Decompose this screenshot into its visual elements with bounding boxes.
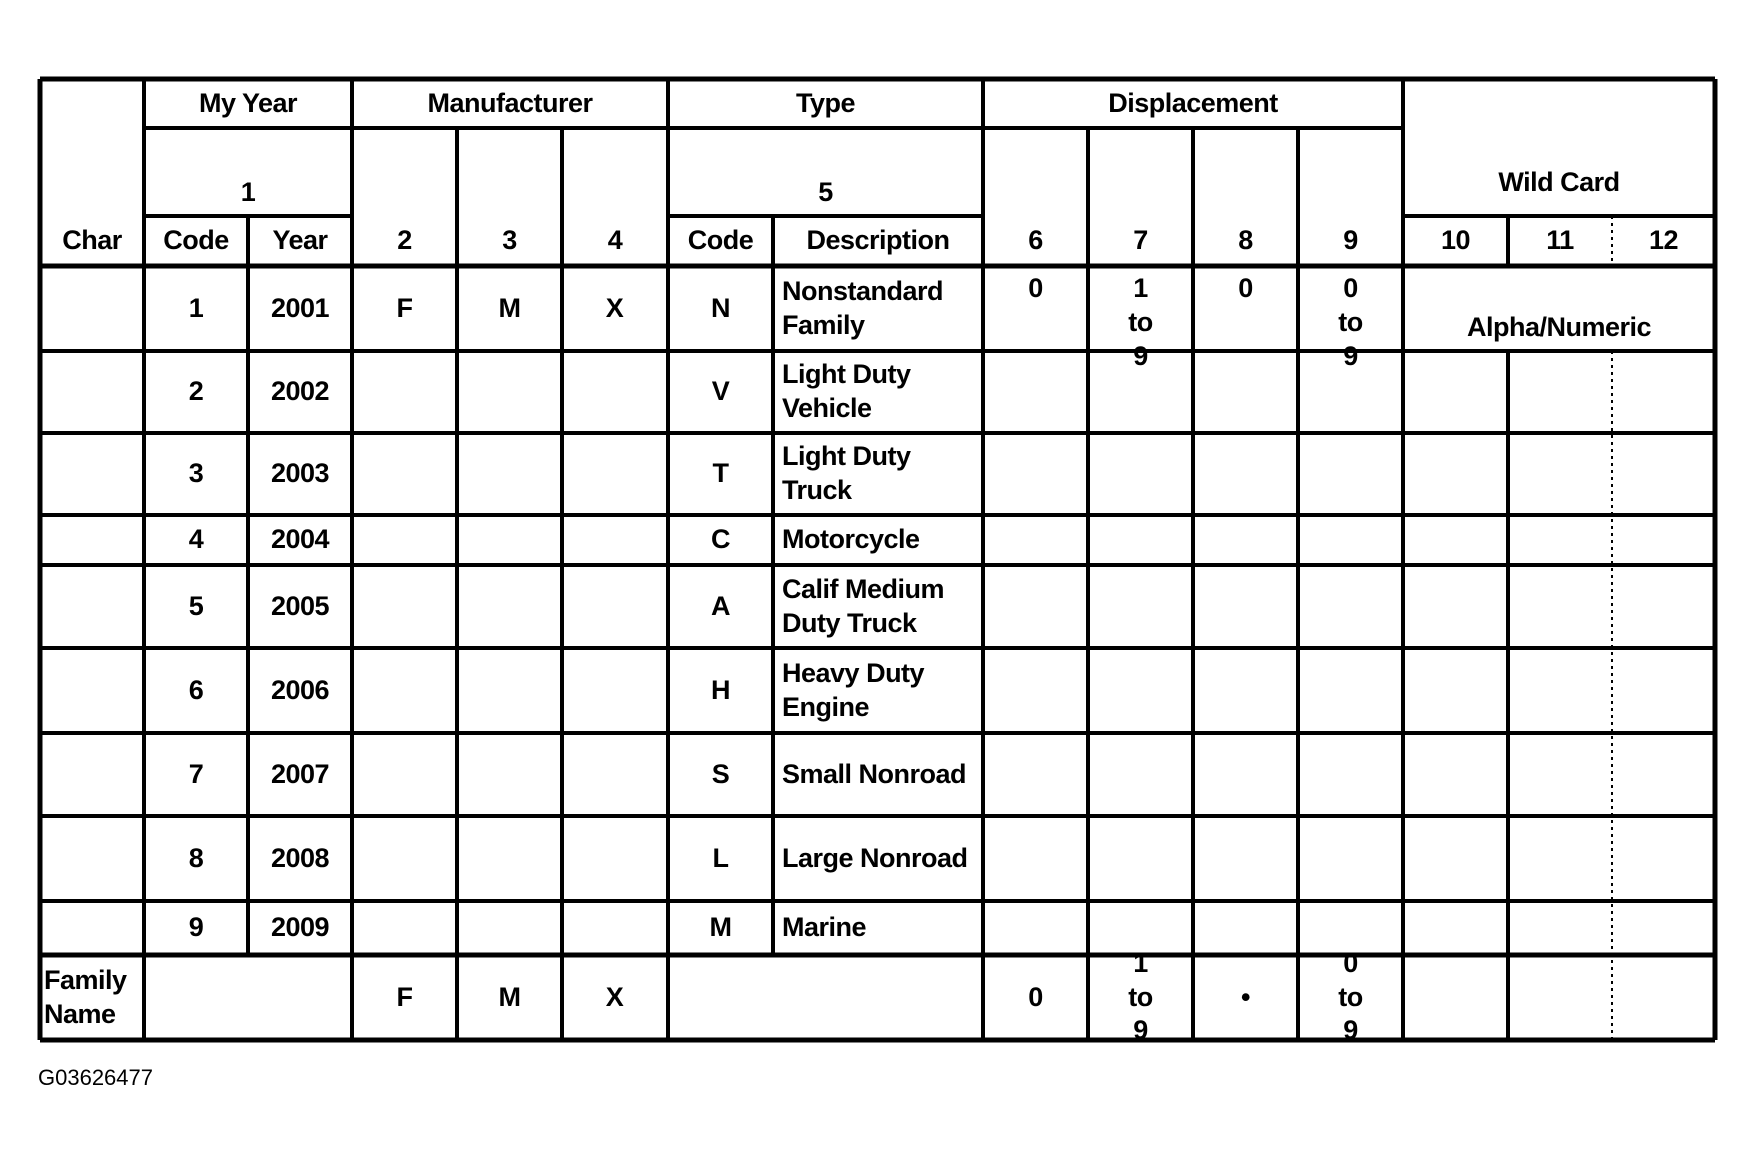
char-header: Char: [62, 225, 122, 256]
family-manufacturer-cell: F: [396, 981, 413, 1012]
year-cell: 2002: [270, 376, 330, 407]
family-name-label: Family Name: [44, 964, 127, 1029]
year-code-header: Code: [163, 225, 229, 256]
position-4: 4: [607, 225, 623, 256]
year-cell: 2005: [270, 590, 330, 621]
type-code-cell: C: [711, 524, 730, 555]
figure-id: G03626477: [38, 1065, 153, 1090]
type-code-cell: S: [711, 758, 730, 789]
type-description-cell: Heavy Duty Engine: [782, 657, 925, 722]
family-manufacturer-cell: X: [605, 981, 624, 1012]
type-description-cell: Large Nonroad: [782, 842, 968, 873]
manufacturer-code-cell: X: [605, 292, 624, 323]
year-code-cell: 1: [188, 292, 204, 323]
wild-card-cell: Alpha/Numeric: [1466, 312, 1652, 343]
family-displacement-cell: •: [1241, 981, 1250, 1012]
position-3: 3: [502, 225, 517, 256]
displacement-header: Displacement: [1108, 87, 1278, 118]
type-code-cell: M: [709, 912, 732, 943]
position-1: 1: [240, 177, 256, 208]
year-cell: 2006: [270, 674, 330, 705]
displacement-cell: 0 to 9: [1338, 273, 1363, 371]
manufacturer-code-cell: M: [498, 292, 521, 323]
position-2: 2: [397, 225, 412, 256]
position-10: 10: [1440, 225, 1471, 256]
year-cell: 2007: [270, 758, 330, 789]
type-code-cell: H: [711, 674, 730, 705]
wild-card-header: Wild Card: [1498, 167, 1620, 198]
displacement-cell: 1 to 9: [1128, 273, 1153, 371]
year-code-cell: 8: [188, 842, 204, 873]
family-displacement-cell: 0 to 9: [1338, 947, 1363, 1046]
type-description-cell: Calif Medium Duty Truck: [782, 573, 945, 638]
type-header: Type: [795, 87, 855, 118]
type-code-cell: L: [712, 842, 729, 873]
position-5: 5: [818, 177, 833, 208]
year-code-cell: 7: [188, 758, 204, 789]
year-code-cell: 2: [188, 376, 204, 407]
type-description-cell: Light Duty Truck: [782, 441, 911, 505]
type-description-cell: Small Nonroad: [782, 758, 967, 789]
position-8: 8: [1238, 225, 1253, 256]
year-cell: 2003: [270, 458, 330, 489]
type-code-header: Code: [687, 225, 754, 256]
year-cell: 2009: [270, 912, 330, 943]
manufacturer-header: Manufacturer: [427, 87, 593, 118]
position-6: 6: [1028, 225, 1043, 256]
type-code-cell: N: [711, 292, 730, 323]
family-displacement-cell: 0: [1028, 981, 1043, 1012]
position-7: 7: [1133, 225, 1148, 256]
year-header: Year: [272, 225, 328, 256]
year-code-cell: 9: [188, 912, 204, 943]
type-description-cell: Marine: [782, 912, 867, 943]
family-displacement-cell: 1 to 9: [1128, 947, 1153, 1046]
description-header: Description: [806, 225, 950, 256]
type-code-cell: V: [711, 376, 730, 407]
year-cell: 2008: [270, 842, 330, 873]
type-code-cell: T: [712, 458, 729, 489]
position-12: 12: [1648, 225, 1679, 256]
manufacturer-code-cell: F: [396, 292, 413, 323]
position-11: 11: [1546, 225, 1574, 256]
displacement-cell: 0: [1028, 273, 1043, 303]
position-9: 9: [1343, 225, 1358, 256]
my-year-header: My Year: [198, 87, 298, 118]
displacement-cell: 0: [1238, 273, 1253, 303]
year-cell: 2004: [270, 524, 330, 555]
type-description-cell: Motorcycle: [782, 524, 920, 555]
family-manufacturer-cell: M: [498, 981, 521, 1012]
type-code-cell: A: [711, 590, 730, 621]
type-description-cell: Light Duty Vehicle: [782, 359, 911, 423]
year-code-cell: 4: [188, 524, 204, 555]
year-cell: 2001: [270, 292, 330, 323]
year-code-cell: 6: [188, 674, 204, 705]
year-code-cell: 5: [188, 590, 204, 621]
type-description-cell: Nonstandard Family: [782, 275, 944, 340]
year-code-cell: 3: [188, 458, 204, 489]
